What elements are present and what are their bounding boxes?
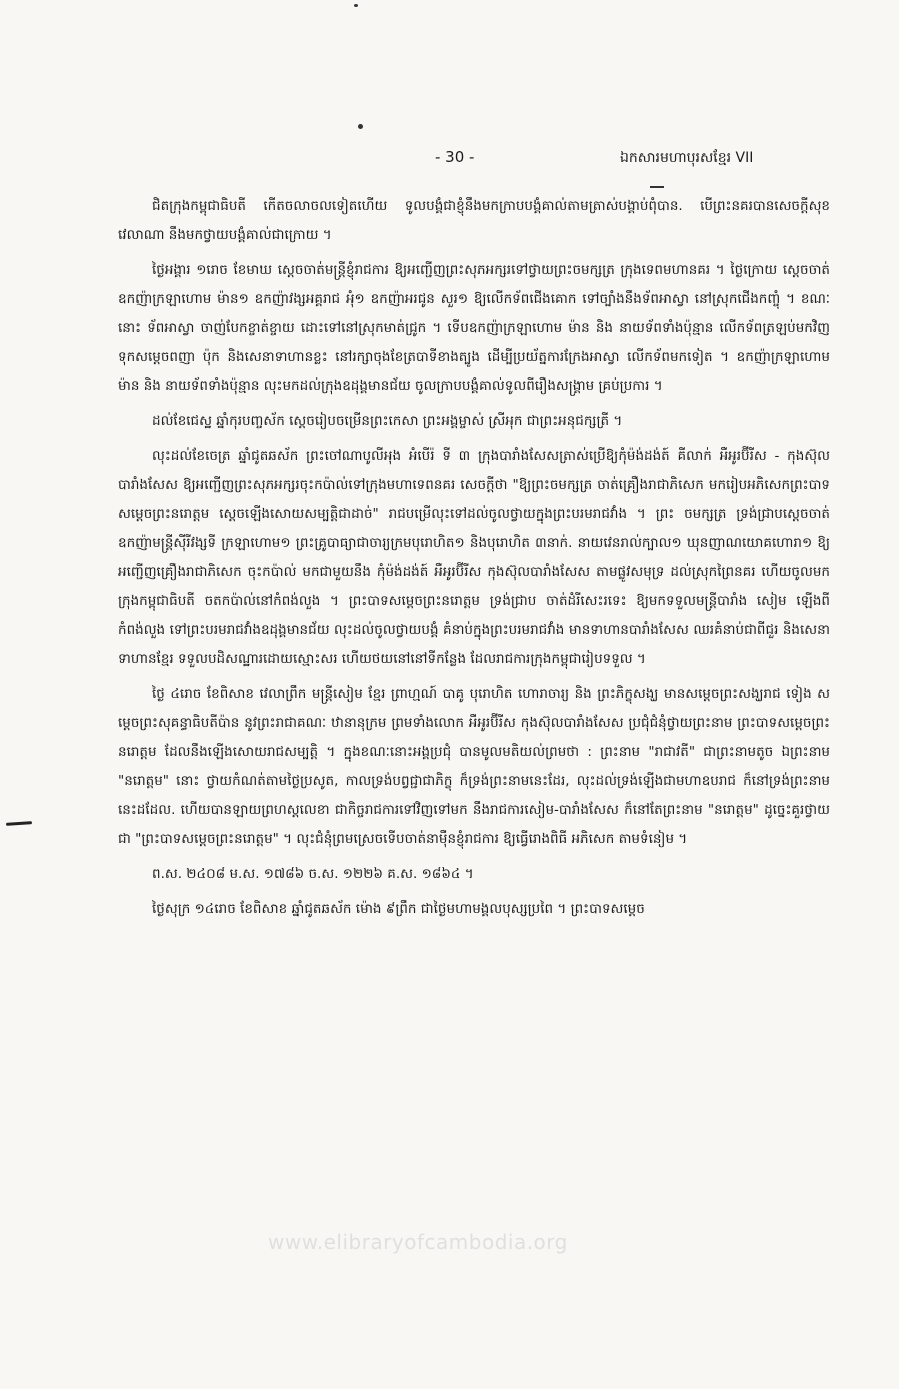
paragraph: ថ្ងៃសុក្រ ១៤រោច ខែពិសាខ ឆ្នាំជូតឆស័ក ម៉ោង ៩ព្រឹក ជាថ្ងៃមហាមង្គលបុស្សប្រពៃ ។ ព្រះបាទសម្តេច bbox=[152, 901, 645, 917]
paragraph: ជិតក្រុងកម្ពុជាធិបតី កើតចលាចលទៀតហើយ ទូលបង្គំជាខ្ញុំនឹងមកក្រាបបង្គំគាល់តាមត្រាស់បង្គាប់ពុំបាន. បើព្រះនគរបានសេចក្តីសុខវេលាណា នឹងមកថ្វាយបង្គំគាល់ជាក្រោយ ។ bbox=[118, 198, 830, 243]
page-header bbox=[0, 148, 899, 172]
scan-speck bbox=[354, 4, 358, 7]
header-divider bbox=[650, 186, 664, 188]
scan-speck bbox=[358, 124, 363, 129]
paragraph: ថ្ងៃអង្គារ ១រោច ខែមាឃ ស្តេចចាត់មន្ត្រីខ្ញុំរាជការ ឱ្យអញ្ជើញព្រះសុភអក្សរទៅថ្វាយព្រះចមក្សត្រ ក្រុងទេពមហានគរ ។ ថ្ងៃក្រោយ ស្តេចចាត់ឧកញ៉ាក្រឡាហោម ម៉ាន១ ឧកញ៉ាវង្សអគ្គរាជ អុំ១ ឧកញ៉ាអរជូន សួរ១ ឱ្យលើកទ័ពជើងគោក ទៅច្បាំងនឹងទ័ពអាស្វា នៅស្រុកជើងកញ្ចុំ ។ ខណៈនោះ ទ័ពអាស្វា ចាញ់បែកខ្ចាត់ខ្ចាយ ដោះទៅនៅស្រុកមាត់ជ្រូក ។ ទើបឧកញ៉ាក្រឡាហោម ម៉ាន និង នាយទ័ពទាំងប៉ុន្មាន លើកទ័ពត្រឡប់មកវិញ ទុកសម្តេចពញា ប៉ុក និងសេនាទាហានខ្លះ នៅរក្សាចុងខែត្របាទីខាងត្បូង ដើម្បីប្រយ័ត្នការក្រែងអាស្វា លើកទ័ពមកទៀត ។ ឧកញ៉ាក្រឡាហោម ម៉ាន និង នាយទ័ពទាំងប៉ុន្មាន លុះមកដល់ក្រុងឧដុង្គមានជ័យ ចូលក្រាបបង្គំគាល់ទូលពីរឿងសង្គ្រាម គ្រប់ប្រការ ។ bbox=[118, 262, 830, 394]
document-body bbox=[118, 192, 830, 930]
page-number: - 30 - bbox=[435, 148, 475, 166]
paragraph: ថ្ងៃ ៤រោច ខែពិសាខ វេលាព្រឹក មន្ត្រីសៀម ខ្មែរ ព្រាហ្មណ៍ បាគូ បុរោហិត ហោរាចារ្យ និង ព្រះភិក្ខុសង្ឃ មានសម្តេចព្រះសង្ឃរាជ ទៀង សម្តេចព្រះសុគន្ធាធិបតីប៉ាន នូវព្រះរាជាគណៈ ឋានានុក្រម ព្រមទាំងលោក អឺអូរប៊ីរីស កុងស៊ុលបារាំងសែស ប្រជុំជំនុំថ្វាយព្រះនាម ព្រះបាទសម្តេចព្រះនរោត្តម ដែលនឹងឡើងសោយរាជសម្បត្តិ ។ ក្នុងខណៈនោះអង្គប្រជុំ បានមូលមតិយល់ព្រមថា : ព្រះនាម "រាជាវតី" ជាព្រះនាមតូច ឯព្រះនាម "នរោត្តម" នោះ ថ្វាយកំណត់តាមថ្ងៃប្រសូត, កាលទ្រង់បព្វជ្ជាជាភិក្ខុ ក៏ទ្រង់ព្រះនាមនេះដែរ, លុះដល់ទ្រង់ឡើងជាមហាឧបរាជ ក៏នៅទ្រង់ព្រះនាមនេះដដែល. ហើយបានឡាយព្រហស្តលេខា ជាកិច្ចរាជការទៅវិញទៅមក នឹងរាជការសៀម-បារាំងសែស ក៏នៅតែព្រះនាម "នរោត្តម" ដូច្នេះគួរថ្វាយជា "ព្រះបាទសម្តេចព្រះនរោត្តម" ។ លុះជំនុំព្រមស្រេចទើបចាត់នាម៉ឺនខ្ញុំរាជការ ឱ្យធ្វើរោងពិធី អភិសេក តាមទំនៀម ។ bbox=[118, 686, 830, 847]
watermark: www.elibraryofcambodia.org bbox=[268, 1230, 568, 1254]
paragraph: ដល់ខែជេស្ឋ ឆ្នាំកុរបញ្ចស័ក ស្តេចរៀបចម្រើនព្រះកេសា ព្រះអង្គម្ចាស់ ស្រីអុក ជាព្រះអនុជក្សត្រី ។ bbox=[152, 413, 623, 429]
running-title: ឯកសារមហាបុរសខ្មែរ VII bbox=[620, 150, 754, 166]
paragraph: លុះដល់ខែចេត្រ ឆ្នាំជូតឆស័ក ព្រះចៅណាបូលីអុង អំបើរ៉ ទី ៣ ក្រុងបារាំងសែសត្រាស់ប្រើឱ្យកុំម៉ង់ដង់ត៍ គីលាក់ អឺអូរប៊ីរីស - កុងស៊ុលបារាំងសែស ឱ្យអញ្ជើញព្រះសុភអក្សរចុះកប៉ាល់ទៅក្រុងមហាទេពនគរ សេចក្តីថា "ឱ្យព្រះចមក្សត្រ ចាត់គ្រឿងរាជាភិសេក មករៀបអភិសេកព្រះបាទសម្តេចព្រះនរោត្តម ស្តេចឡើងសោយសម្បត្តិជាដាច់" រាជបម្រើលុះទៅដល់ចូលថ្វាយក្នុងព្រះបរមរាជវាំង ។ ព្រះ ចមក្សត្រ ទ្រង់ជ្រាបស្តេចចាត់ឧកញ៉ាមន្ត្រីស៊ីរីវង្សទី ក្រឡាហោម១ ព្រះគ្រូបាធ្យាជាចារ្យក្រមបុរោហិត១ និងបុរោហិត ៣នាក់. នាយវេនរាល់ក្បាល១ ឃុនញាណយោគហោរា១ ឱ្យអញ្ជើញគ្រឿងរាជាភិសេក ចុះកប៉ាល់ មកជាមួយនឹង កុំម៉ង់ដង់ត៍ អឺអូរប៊ីរីស កុងស៊ុលបារាំងសែស តាមផ្លូវសមុទ្រ ដល់ស្រុកព្រៃនគរ ហើយចូលមកក្រុងកម្ពុជាធិបតី ចតកប៉ាល់នៅកំពង់លួង ។ ព្រះបាទសម្តេចព្រះនរោត្តម ទ្រង់ជ្រាប ចាត់ដំរីសេះរទេះ ឱ្យមកទទួលមន្ត្រីបារាំង សៀម ឡើងពីកំពង់លួង ទៅព្រះបរមរាជវាំងឧដុង្គមានជ័យ លុះដល់ចូលថ្វាយបង្គំ គំនាប់ក្នុងព្រះបរមរាជវាំង មានទាហានបារាំងសែស ឈរគំនាប់ជាពីជួរ និងសេនាទាហានខ្មែរ ទទួលបដិសណ្ឋារដោយស្មោះសរ ហើយថយនៅនៅទីកន្លែង ដែលរាជការក្រុងកម្ពុជារៀបទទួល ។ bbox=[118, 448, 830, 667]
margin-mark bbox=[6, 821, 32, 826]
date-line: ព.ស. ២៤០៨ ម.ស. ១៧៨៦ ច.ស. ១២២៦ គ.ស. ១៨៦៤ ។ bbox=[152, 866, 474, 882]
